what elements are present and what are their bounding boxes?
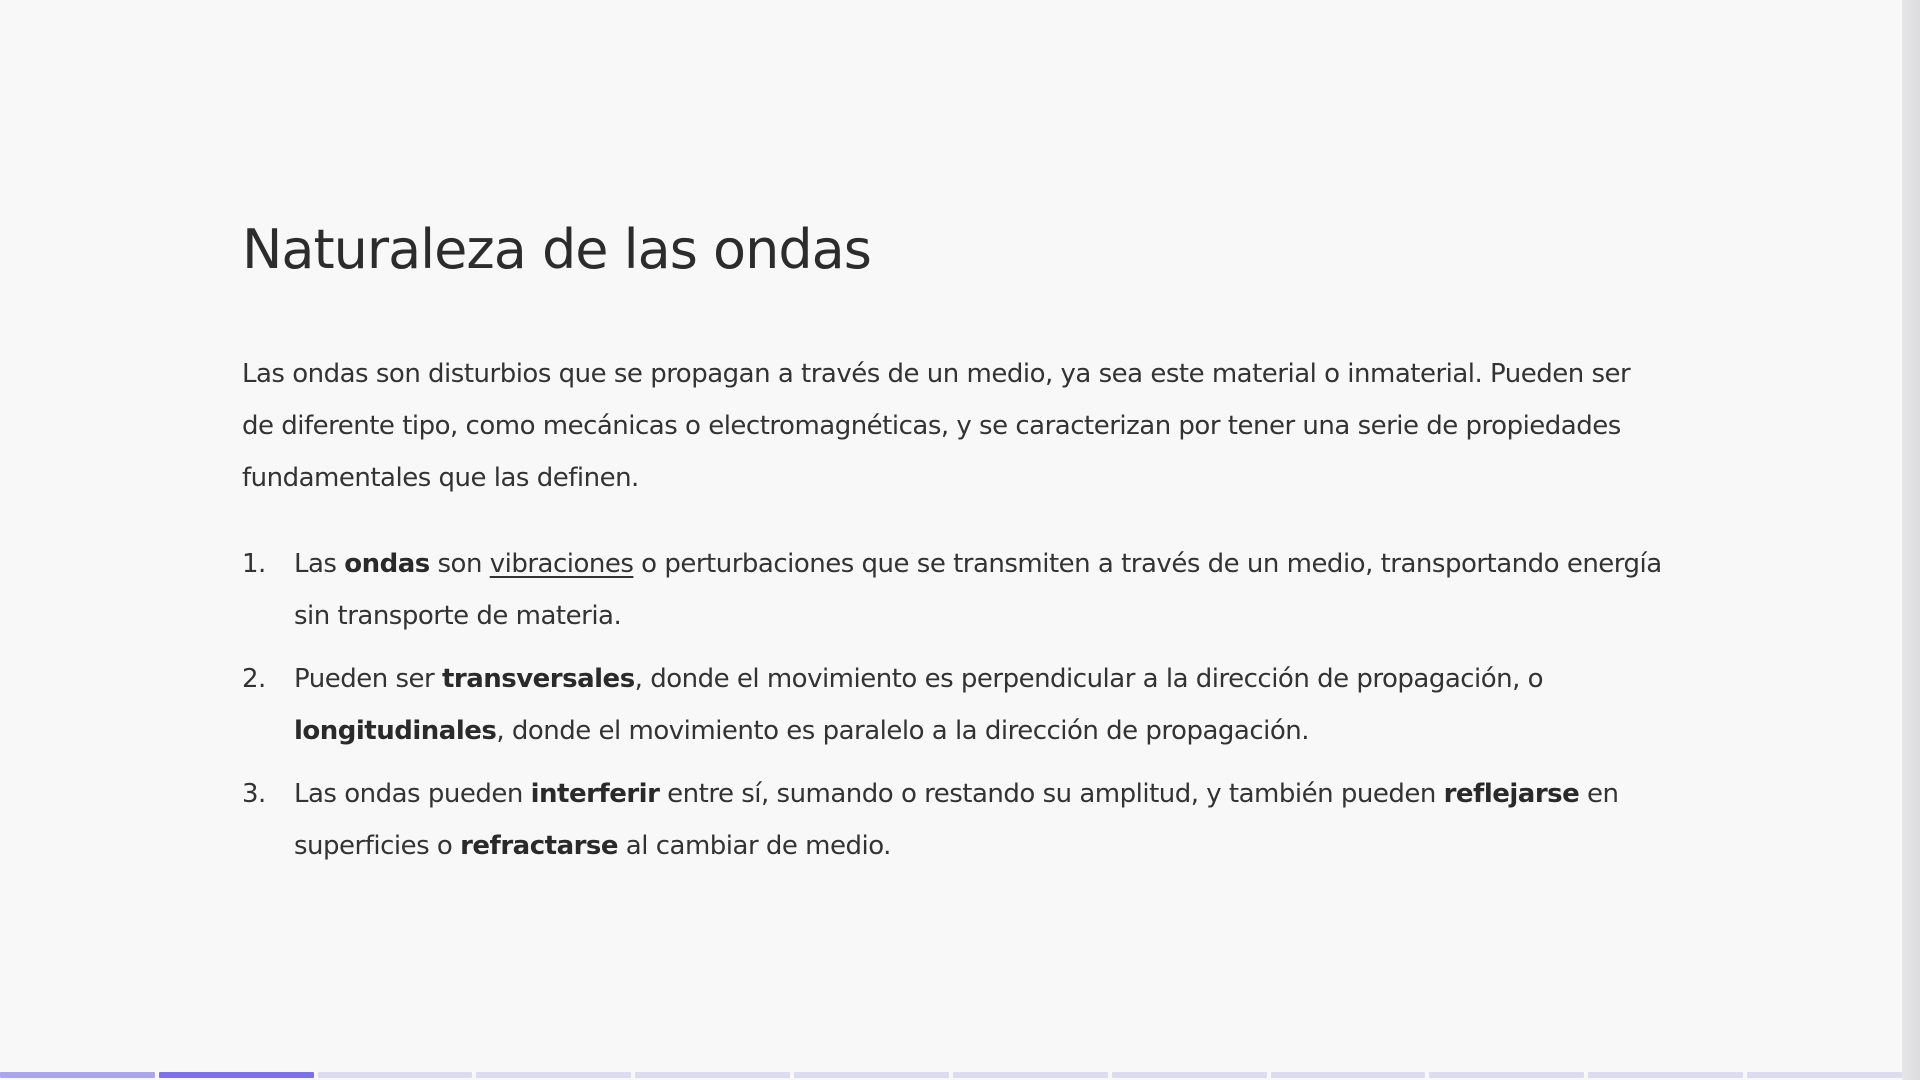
- slide-title: Naturaleza de las ondas: [242, 218, 871, 281]
- point-text: o perturbaciones que se transmiten a través de un medio, transportando energía sin transporte de materia.: [294, 549, 1662, 631]
- bold-term: refractarse: [460, 831, 619, 861]
- point-text: en superficies o: [294, 779, 1619, 861]
- bold-term: reflejarse: [1443, 779, 1580, 809]
- vertical-scrollbar[interactable]: [1902, 0, 1920, 1080]
- point-text: Pueden ser: [294, 664, 442, 694]
- slide-content: [242, 210, 1662, 883]
- progress-segment[interactable]: [635, 1072, 790, 1078]
- point-text: Las ondas pueden: [294, 779, 531, 809]
- list-number: 2.: [242, 664, 266, 694]
- progress-segment[interactable]: [1429, 1072, 1584, 1078]
- point-text: , donde el movimiento es paralelo a la dirección de propagación.: [496, 716, 1310, 746]
- progress-segment[interactable]: [953, 1072, 1108, 1078]
- progress-segment[interactable]: [1271, 1072, 1426, 1078]
- progress-segment[interactable]: [794, 1072, 949, 1078]
- progress-segment[interactable]: [1588, 1072, 1743, 1078]
- point-text: Las: [294, 549, 345, 579]
- bold-term: interferir: [530, 779, 660, 809]
- intro-paragraph: Las ondas son disturbios que se propagan a través de un medio, ya sea este material o inmaterial. Pueden ser de diferente tipo, como mecánicas o electromagnéticas, y se caracterizan por tener una serie de propiedades fundamentales que las definen.: [242, 359, 1631, 493]
- bold-term: ondas: [344, 549, 430, 579]
- bold-term: transversales: [441, 664, 635, 694]
- point-text: son: [429, 549, 490, 579]
- points-list: [242, 538, 1662, 872]
- list-item: [242, 538, 1662, 642]
- list-number: 3.: [242, 779, 266, 809]
- underlined-term: vibraciones: [489, 549, 634, 579]
- progress-segment[interactable]: [159, 1072, 314, 1078]
- list-item: [242, 653, 1662, 757]
- point-text: entre sí, sumando o restando su amplitud, y también pueden: [659, 779, 1444, 809]
- progress-segment[interactable]: [318, 1072, 473, 1078]
- progress-segment[interactable]: [476, 1072, 631, 1078]
- progress-segment[interactable]: [0, 1072, 155, 1078]
- bold-term: longitudinales: [294, 716, 497, 746]
- progress-segment[interactable]: [1747, 1072, 1902, 1078]
- point-text: , donde el movimiento es perpendicular a la dirección de propagación, o: [634, 664, 1544, 694]
- list-item: [242, 768, 1662, 872]
- progress-segment[interactable]: [1112, 1072, 1267, 1078]
- point-text: al cambiar de medio.: [618, 831, 891, 861]
- list-number: 1.: [242, 549, 266, 579]
- slide-progress-bar[interactable]: [0, 1072, 1902, 1078]
